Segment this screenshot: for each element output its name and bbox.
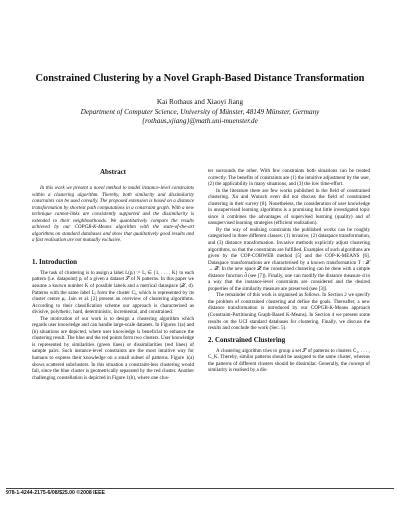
footer-rule [6,488,394,489]
abstract-section [32,168,194,244]
page-footer [0,488,400,497]
left-column [32,168,194,381]
abstract-text: In this work we present a novel method to model instance-level constraints within a clustering algorithm. Thereby, both similarity and dissimilarity constraints can be used coreally. The proposed extension is based on a distance transformation by shortest path computations in a constraint graph. With a new technique cannot-links are consistently supported and the dissimilarity is extended to their neighbourhoods. We quantitatively compare the results achieved by our COPGB-K-Means algorithm with the state-of-the-art algorithms on standard databases and show that qualitatively good results and a fast realisation are not mutually exclusive. [32,185,194,244]
right-column [208,168,370,374]
author-email: {rothaus,xjiang}@math.uni-muenster.de [142,117,258,125]
section-heading-introduction: 1. Introduction [32,257,77,266]
author-affiliation: Department of Computer Science, University of Münster, 48149 Münster, Germany [80,107,320,116]
right-paragraph-3: By the way of realising constraints the published works can be roughly categorised in three different classes: (1) invasive, (2) dataspace transformation, and (3) distance transformation. Invasive methods explicitly adjust clustering algorithms, so that the constraints are fulfilled. Examples of such algorithms are given by the COP-COBWEB method [5] and the COP-K-MEANS [6]. Dataspace transformations are characterised by a known transformation T : 𝒳 → 𝒳̃. In the new space 𝒳̃ the constrained clustering can be done with a simple distance function d̃ (see [7]). Finally, one can modify the distance measure d in a way that the instance-level constraints are considered and the desired properties of the similarity measure are preserved (see [3]). [208,226,370,292]
right-paragraph-1: ter surrounds the other. With few constraints both situations can be treated correctly. The benefits of constraints are (1) the intuitive adjustment by the user, (2) the applicability in many situations, and (3) the low time-effort. [208,168,370,188]
section-heading-constrained-clustering: 2. Constrained Clustering [208,335,286,344]
author-names: Kai Rothaus and Xiaoyi Jiang [156,98,244,106]
right-paragraph-4: The remainder of this work is organised as follows. In Section 2 we specify the problem of constrained clustering and define the goals. Thereafter, a new distance transformation is introduced by our COPGB-K-Means approach (Constraint-Partitioning Graph-Based K-Means). In Section 4 we present some results on the UCI standard databases for clustering. Finally, we discuss the results and conclude the work (Sec. 5). [208,292,370,332]
paper-title: Constrained Clustering by a Novel Graph-Based Distance Transformation [35,73,365,84]
footer-copyright: 978-1-4244-2175-6/08/$25.00 ©2008 IEEE [6,490,106,496]
intro-paragraph-2: The motivation of our work is to design a clustering algorithm which regards user knowledge and can handle large-scale datasets. In Figures 1(a) and (b) situations are depicted, where user knowledge is beneficial to enhance the clustering result. The blue and the red points form two clusters. User knowledge is represented by similarities (green lines) or dissimilarities (red lines) of sample pairs. Such instance-level constraints are the most intuitive way for humans to express their knowledge on a small subset of patterns. Figure 1(a) shows scattered subclusters. In this situation a constraint-less clustering would fail, since the blue cluster is geometrically separated by the red cluster. Another challenging constellation is depicted in Figure 1(b), where one clus- [32,315,194,381]
intro-paragraph-1: The task of clustering is to assign a label L(pᵢ) := Lᵢ ∈ {1, . . . , K} to each pattern (i.e. datapoint) pᵢ of a given a dataset 𝒮 of N patterns. In this paper we assume a known number K of possible labels and a metrical dataspace (𝒳, d). Patterns with the same label Lⱼ form the cluster Cⱼ, which is represented by its cluster centre μⱼ. Jain et al. [2] present an overview of clustering algorithms. According to their classification scheme our approach is characterised as divisive, polythetic, hard, deterministic, incremental, and constrained. [32,269,194,316]
abstract-heading: Abstract [99,168,127,176]
author-block [20,98,380,127]
section2-paragraph-1: A clustering algorithm tries to group a set 𝒮 of patterns to clusters C₁, . . . , C_K. Thereby, similar patterns should be assigned to the same cluster, whereas the patterns of different clusters should be dissimilar. Generally, the concept of similarity is realised by a dis- [208,347,370,374]
right-paragraph-2: In the literature there are few works published in the field of constrained clustering. Xu and Wunsch even did not discuss the field of constrained clustering in their survey [8]. Nonetheless, the consideration of user knowledge in unsupervised learning algorithms is a promising but little investigated topic since it combines the advantages of supervised learning (quality) and of unsupervised learning strategies (efficient realisation). [208,187,370,227]
